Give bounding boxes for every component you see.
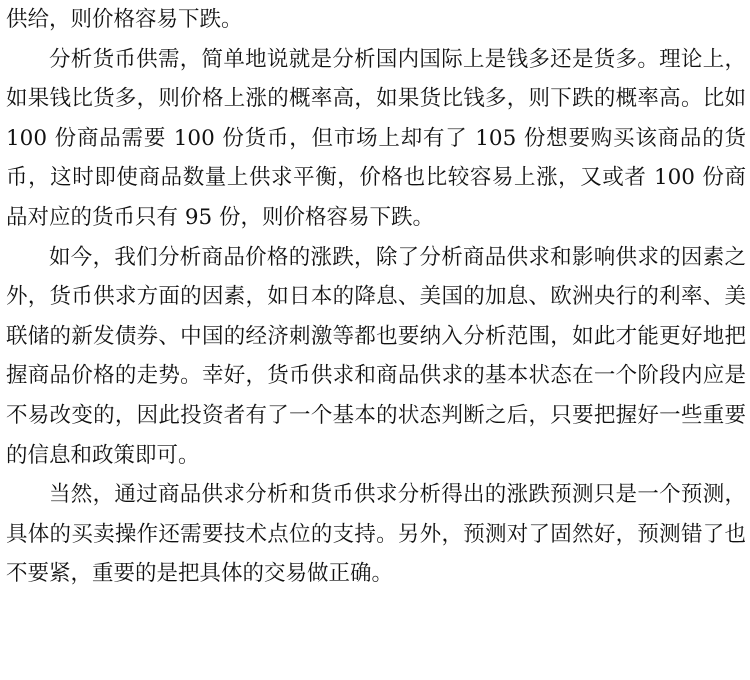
document-page (6, 0, 746, 594)
paragraph-continuation: 供给，则价格容易下跌。 (6, 7, 243, 32)
paragraph-forecast-trading: 当然，通过商品供求分析和货币供求分析得出的涨跌预测只是一个预测，具体的买卖操作还需要技术点位的支持。另外，预测对了固然好，预测错了也不要紧，重要的是把具体的交易做正确。 (6, 482, 746, 587)
paragraph-money-supply-demand: 分析货币供需，简单地说就是分析国内国际上是钱多还是货多。理论上，如果钱比货多，则价格上涨的概率高，如果货比钱多，则下跌的概率高。比如 100 份商品需要 100 份货币，但市场上却有了 105 份想要购买该商品的货币，这时即使商品数量上供求平衡，价格也比较容易上涨，又或者 100 份商品对应的货币只有 95 份，则价格容易下跌。 (6, 46, 746, 230)
paragraph-price-analysis: 如今，我们分析商品价格的涨跌，除了分析商品供求和影响供求的因素之外，货币供求方面的因素，如日本的降息、美国的加息、欧洲央行的利率、美联储的新发债券、中国的经济刺激等都也要纳入分析范围，如此才能更好地把握商品价格的走势。幸好，货币供求和商品供求的基本状态在一个阶段内应是不易改变的，因此投资者有了一个基本的状态判断之后，只要把握好一些重要的信息和政策即可。 (6, 244, 746, 468)
